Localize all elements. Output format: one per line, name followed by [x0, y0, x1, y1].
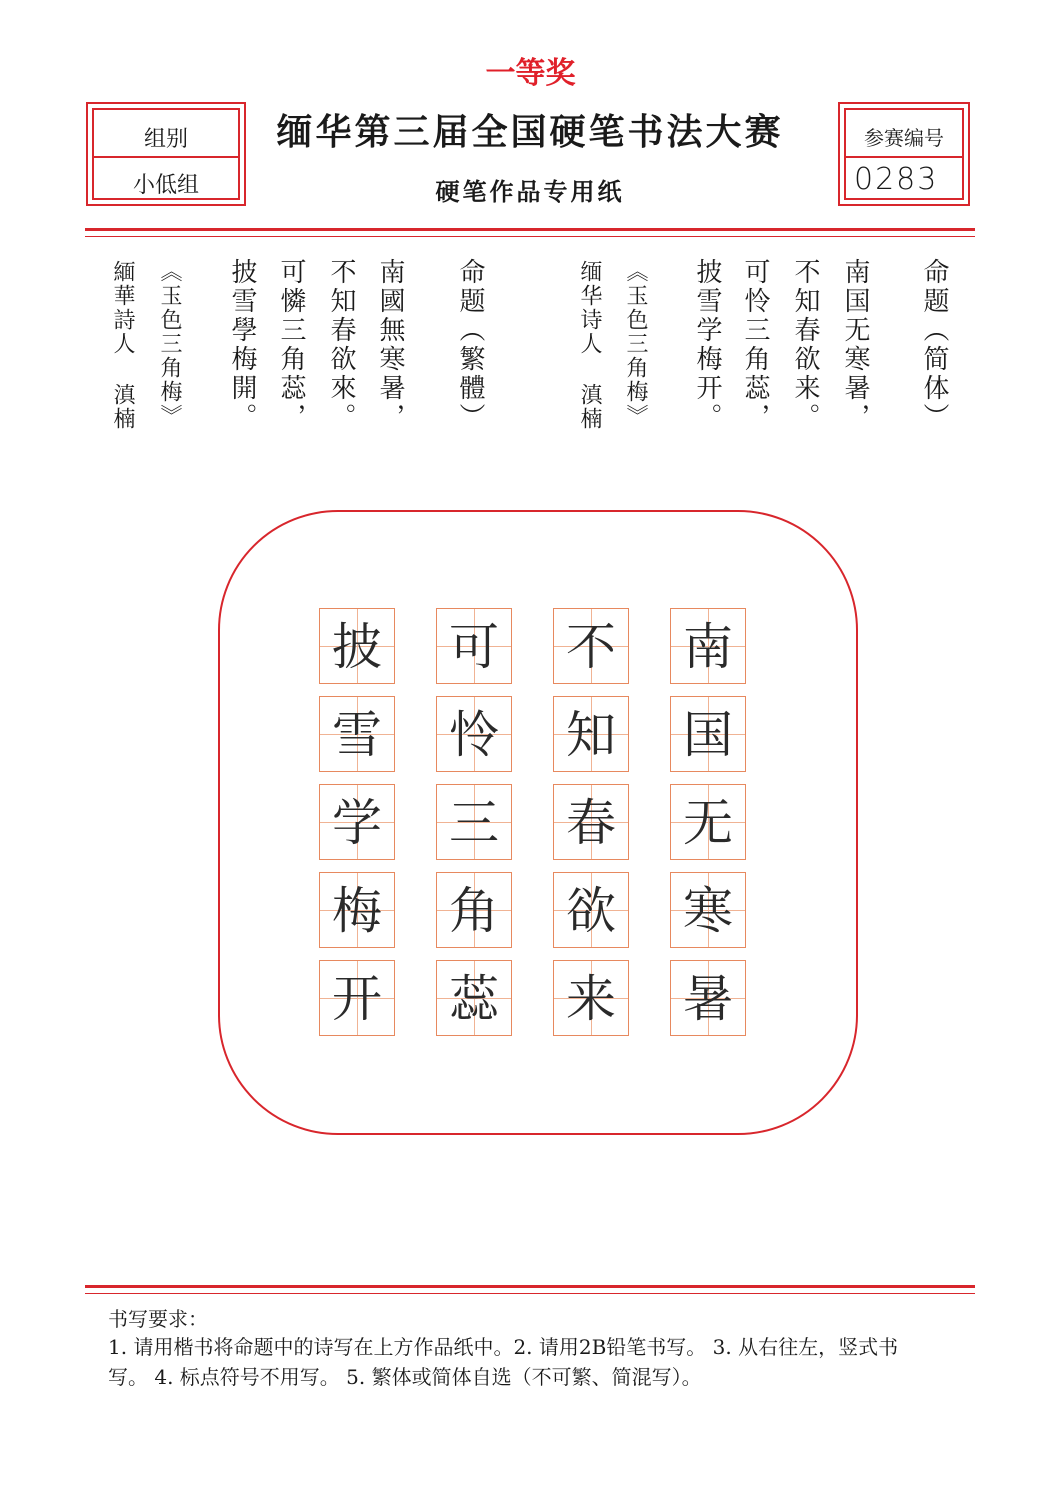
prompt-heading-simplified: 命题（简体）: [919, 258, 949, 432]
footer-rule: [85, 1285, 975, 1288]
character-cell: 可: [436, 608, 512, 684]
prompt-source: 《玉色三角梅》: [157, 260, 182, 428]
group-value: 小低组: [132, 173, 199, 198]
character-cell: 寒: [670, 872, 746, 948]
page-subtitle: 硬笔作品专用纸: [435, 177, 625, 206]
entry-number: 0283: [854, 162, 939, 197]
requirements-heading: 书写要求：: [108, 1307, 208, 1331]
award-label: 一等奖: [485, 56, 576, 91]
prompt-line: 披雪学梅开。: [692, 258, 722, 432]
entry-box: [838, 102, 970, 206]
character-cell: 暑: [670, 960, 746, 1036]
header-rule: [85, 228, 975, 231]
prompt-author: 緬華詩人 滇楠: [110, 260, 135, 431]
header-rule-thin: [85, 236, 975, 237]
page-title: 缅华第三届全国硬笔书法大赛: [276, 111, 784, 153]
prompt-line: 可怜三角蕊，: [740, 258, 770, 432]
character-cell: 披: [319, 608, 395, 684]
character-cell: 蕊: [436, 960, 512, 1036]
prompt-line: 南國無寒暑，: [375, 258, 405, 432]
prompt-line: 可憐三角蕊，: [276, 258, 306, 432]
footer-rule-thin: [85, 1293, 975, 1294]
character-cell: 角: [436, 872, 512, 948]
character-cell: 无: [670, 784, 746, 860]
prompt-heading-traditional: 命题（繁體）: [455, 258, 485, 432]
character-cell: 欲: [553, 872, 629, 948]
prompt-author: 缅华诗人 滇楠: [577, 260, 602, 431]
character-cell: 来: [553, 960, 629, 1036]
character-cell: 三: [436, 784, 512, 860]
prompt-line: 披雪學梅開。: [227, 258, 257, 432]
character-cell: 怜: [436, 696, 512, 772]
requirements-text: 1. 请用楷书将命题中的诗写在上方作品纸中。2. 请用2B铅笔书写。 3. 从右往左，竖式书写。 4. 标点符号不用写。 5. 繁体或简体自选（不可繁、简混写）。: [108, 1335, 899, 1389]
character-cell: 南: [670, 608, 746, 684]
group-label: 组别: [143, 127, 188, 152]
entry-label: 参赛编号: [864, 126, 944, 150]
character-cell: 知: [553, 696, 629, 772]
character-cell: 不: [553, 608, 629, 684]
character-cell: 雪: [319, 696, 395, 772]
group-box: [86, 102, 246, 206]
character-cell: 开: [319, 960, 395, 1036]
prompt-line: 南国无寒暑，: [840, 258, 870, 432]
prompt-line: 不知春欲来。: [790, 258, 820, 432]
character-cell: 梅: [319, 872, 395, 948]
character-cell: 春: [553, 784, 629, 860]
artwork-panel: [218, 510, 858, 1135]
prompt-line: 不知春欲來。: [326, 258, 356, 432]
character-cell: 国: [670, 696, 746, 772]
prompt-source: 《玉色三角梅》: [623, 260, 648, 428]
character-cell: 学: [319, 784, 395, 860]
